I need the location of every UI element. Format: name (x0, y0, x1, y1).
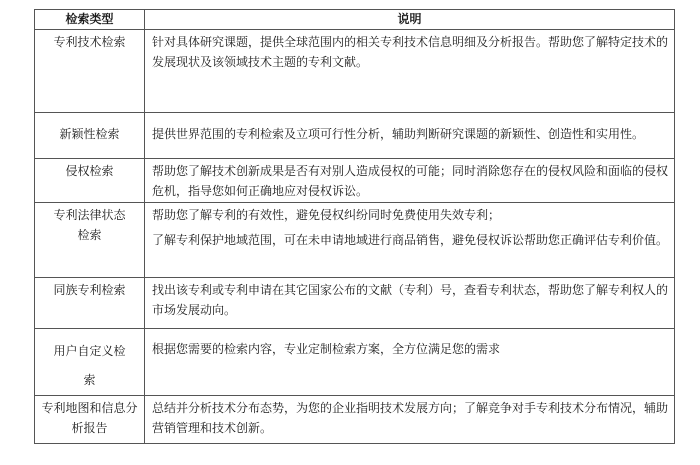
row-desc-paragraph: 帮助您了解技术创新成果是否有对别人造成侵权的可能；同时消除您存在的侵权风险和面临的侵权危机，指导您如何正确地应对侵权诉讼。 (152, 164, 669, 198)
row-type: 专利技术检索 (35, 30, 145, 113)
table-row (35, 203, 675, 278)
row-type: 同族专利检索 (35, 278, 145, 329)
row-type-label: 专利法律状态检索 (53, 208, 126, 242)
row-desc (145, 278, 675, 329)
row-type: 侵权检索 (35, 159, 145, 203)
row-desc (145, 329, 675, 396)
row-desc (145, 113, 675, 159)
row-type (35, 329, 145, 396)
row-desc-paragraph: 总结并分析技术分布态势，为您的企业指明技术发展方向；了解竞争对手专利技术分布情况，辅助营销管理和技术创新。 (152, 401, 669, 435)
table-row (35, 329, 675, 396)
row-type (35, 203, 145, 278)
row-type: 新颖性检索 (35, 113, 145, 159)
row-desc (145, 396, 675, 444)
service-table (34, 9, 675, 444)
row-type-label: 专利地图和信息分析报告 (41, 401, 138, 435)
row-desc (145, 203, 675, 278)
table-row (35, 396, 675, 444)
row-type (35, 396, 145, 444)
row-desc-paragraph: 找出该专利或专利申请在其它国家公布的文献（专利）号，查看专利状态，帮助您了解专利权人的市场发展动向。 (152, 283, 669, 317)
header-type: 检索类型 (35, 10, 145, 30)
row-desc-paragraph: 提供世界范围的专利检索及立项可行性分析，辅助判断研究课题的新颖性、创造性和实用性。 (152, 127, 645, 141)
row-desc-paragraph: 根据您需要的检索内容，专业定制检索方案，全方位满足您的需求 (152, 342, 501, 356)
table-row (35, 113, 675, 159)
row-desc-paragraph: 帮助您了解专利的有效性，避免侵权纠纷同时免费使用失效专利； (152, 208, 501, 222)
header-desc: 说明 (145, 10, 675, 30)
row-desc (145, 159, 675, 203)
table-row (35, 159, 675, 203)
table-row (35, 278, 675, 329)
row-desc-paragraph: 了解专利保护地域范围，可在未申请地域进行商品销售，避免侵权诉讼帮助您正确评估专利价值。 (152, 233, 669, 247)
table-header-row (35, 10, 675, 30)
table-row (35, 30, 675, 113)
row-desc-paragraph: 针对具体研究课题，提供全球范围内的相关专利技术信息明细及分析报告。帮助您了解特定技术的发展现状及该领域技术主题的专利文献。 (152, 35, 669, 69)
row-desc (145, 30, 675, 113)
row-type-label: 用户自定义检索 (53, 344, 126, 387)
